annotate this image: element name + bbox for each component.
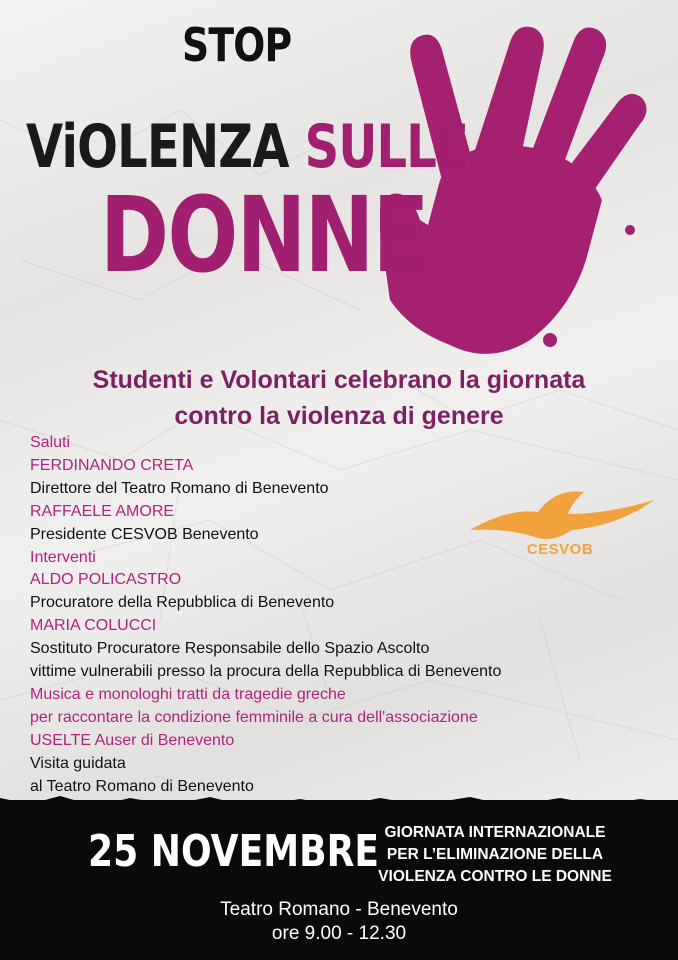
program-line: al Teatro Romano di Benevento [30, 777, 254, 795]
program-line: per raccontare la condizione femminile a cura dell'associazione [30, 708, 478, 726]
program-line: USELTE Auser di Benevento [30, 731, 235, 749]
violenza-sulle-heading [26, 112, 468, 182]
stop-heading: STOP [182, 18, 292, 72]
giornata-line-3: VIOLENZA CONTRO LE DONNE [378, 868, 612, 885]
program-line: FERDINANDO CRETA [30, 456, 194, 474]
program-line: MARIA COLUCCI [30, 617, 157, 635]
violenza-word: ViOLENZA [26, 112, 289, 182]
sulle-word: SULLE [304, 112, 469, 182]
program-line: RAFFAELE AMORE [30, 502, 175, 520]
event-time: ore 9.00 - 12.30 [271, 923, 407, 944]
program-line: Musica e monologhi tratti da tragedie greche [30, 685, 346, 703]
program-line: Direttore del Teatro Romano di Benevento [30, 479, 329, 497]
program-line: ALDO POLICASTRO [30, 571, 182, 589]
program-list [30, 432, 501, 799]
giornata-line-2: PER L’ELIMINAZIONE DELLA [386, 846, 604, 863]
venue-name: Teatro Romano - Benevento [220, 899, 458, 920]
program-line: Sostituto Procuratore Responsabile dello Spazio Ascolto [30, 640, 430, 658]
torn-paper-edge [0, 780, 678, 820]
subtitle-line-2: contro la violenza di genere [174, 402, 504, 430]
event-date: 25 NOVEMBRE [88, 826, 380, 877]
cesvob-logo-text: CESVOB [526, 541, 594, 558]
donne-heading: DONNE [100, 174, 428, 296]
program-line: Visita guidata [30, 754, 126, 772]
subtitle-line-1: Studenti e Volontari celebrano la giornata [92, 366, 586, 394]
program-line: Saluti [30, 434, 71, 451]
venue-info [0, 898, 678, 946]
program-line: vittime vulnerabili presso la procura della Repubblica di Benevento [30, 663, 502, 681]
subtitle [0, 362, 678, 434]
program-line: Interventi [30, 548, 96, 566]
giornata-text [360, 822, 630, 888]
giornata-line-1: GIORNATA INTERNAZIONALE [384, 824, 606, 841]
program-line: Procuratore della Repubblica di Benevento [30, 594, 335, 612]
program-line: Presidente CESVOB Benevento [30, 525, 259, 543]
